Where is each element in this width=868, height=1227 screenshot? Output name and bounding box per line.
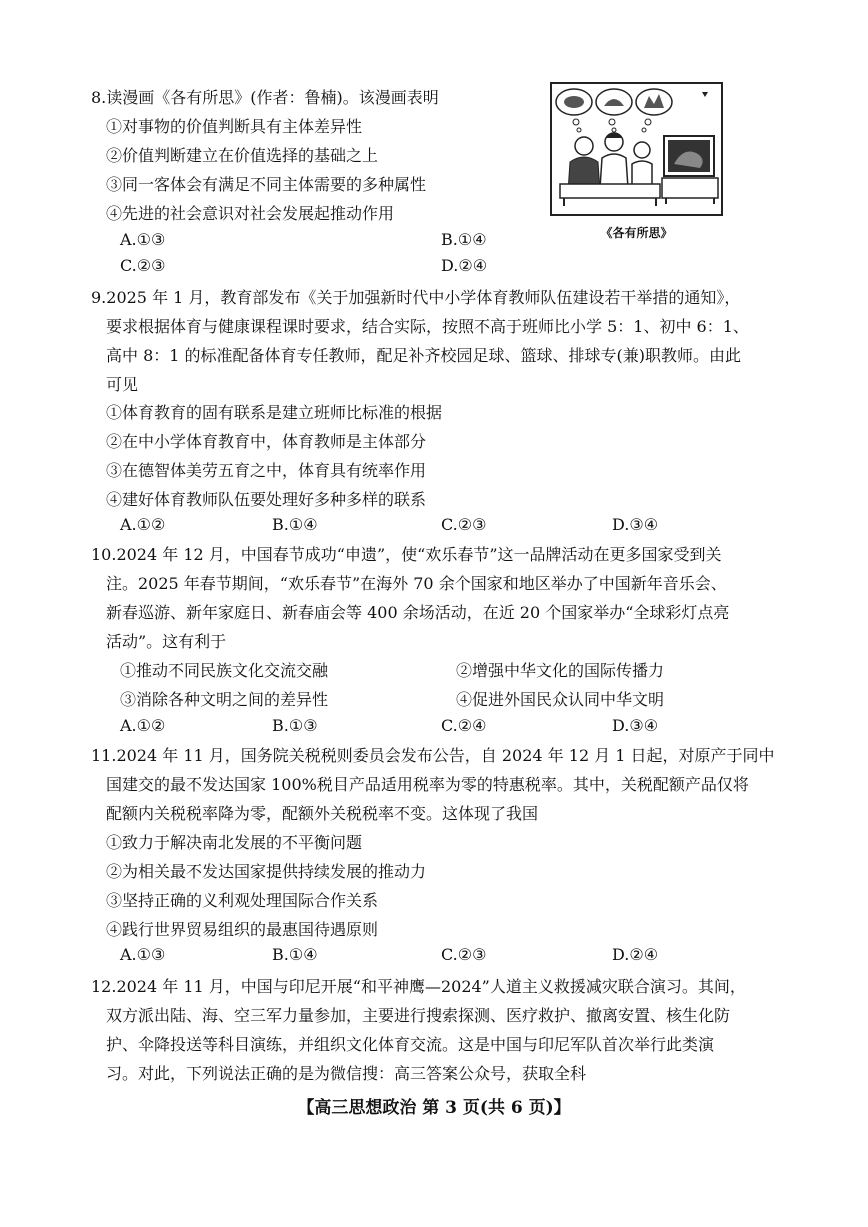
q11-answer-b: B.①④: [272, 945, 318, 964]
q10-answer-b: B.①③: [272, 716, 318, 735]
q8-answer-c: C.②③: [120, 256, 166, 275]
q8-option-3: ③同一客体会有满足不同主体需要的多种属性: [106, 175, 427, 194]
q10-answer-a: A.①②: [120, 716, 166, 735]
cartoon-drawing: [552, 84, 721, 214]
q11-option-1: ①致力于解决南北发展的不平衡问题: [106, 833, 363, 852]
q11-option-2: ②为相关最不发达国家提供持续发展的推动力: [106, 862, 427, 881]
q10-answer-c: C.②④: [441, 716, 487, 735]
q8-option-2: ②价值判断建立在价值选择的基础之上: [106, 146, 379, 165]
q8-answer-b: B.①④: [441, 230, 487, 249]
q10-option-2: ②增强中华文化的国际传播力: [456, 661, 665, 680]
q10-option-3: ③消除各种文明之间的差异性: [120, 690, 329, 709]
q9-stem-line-2: 要求根据体育与健康课程课时要求，结合实际，按照不高于班师比小学 5：1、初中 6：1、: [106, 317, 749, 336]
q9-stem-line-1: 9.2025 年 1 月，教育部发布《关于加强新时代中小学体育教师队伍建设若干举措的通知》，: [91, 288, 741, 307]
page-footer: 【高三思想政治 第 3 页(共 6 页)】: [297, 1098, 571, 1118]
q10-stem-line-4: 活动”。这有利于: [106, 632, 227, 651]
q9-answer-c: C.②③: [441, 515, 487, 534]
q9-answer-a: A.①②: [120, 515, 166, 534]
q11-answer-c: C.②③: [441, 945, 487, 964]
q10-option-1: ①推动不同民族文化交流交融: [120, 661, 329, 680]
q9-option-2: ②在中小学体育教育中，体育教师是主体部分: [106, 432, 427, 451]
q11-option-3: ③坚持正确的义利观处理国际合作关系: [106, 891, 379, 910]
q10-stem-line-1: 10.2024 年 12 月，中国春节成功“申遗”，使“欢乐春节”这一品牌活动在更多国家受到关: [91, 545, 722, 564]
q10-stem-line-3: 新春巡游、新年家庭日、新春庙会等 400 余场活动，在近 20 个国家举办“全球彩灯点亮: [106, 603, 730, 622]
q12-stem-line-2: 双方派出陆、海、空三军力量参加，主要进行搜索探测、医疗救护、撤离安置、核生化防: [106, 1006, 731, 1025]
q8-stem: 8.读漫画《各有所思》(作者：鲁楠)。该漫画表明: [91, 88, 439, 107]
q11-stem-line-1: 11.2024 年 11 月，国务院关税税则委员会发布公告，自 2024 年 12 月 1 日起，对原产于同中: [91, 746, 775, 765]
q9-stem-line-3: 高中 8：1 的标准配备体育专任教师，配足补齐校园足球、篮球、排球专(兼)职教师。由此: [106, 346, 742, 365]
q8-answer-a: A.①③: [120, 230, 166, 249]
q8-option-4: ④先进的社会意识对社会发展起推动作用: [106, 204, 395, 223]
q10-option-4: ④促进外国民众认同中华文明: [456, 690, 665, 709]
q11-stem-line-3: 配额内关税税率降为零，配额外关税税率不变。这体现了我国: [106, 804, 539, 823]
q9-answer-d: D.③④: [612, 515, 659, 534]
cartoon-caption: 《各有所思》: [600, 226, 673, 240]
q11-answer-d: D.②④: [612, 945, 659, 964]
q11-stem-line-2: 国建交的最不发达国家 100%税目产品适用税率为零的特惠税率。其中，关税配额产品仅将: [106, 775, 749, 794]
q9-answer-b: B.①④: [272, 515, 318, 534]
q8-answer-d: D.②④: [441, 256, 488, 275]
q8-option-1: ①对事物的价值判断具有主体差异性: [106, 117, 363, 136]
q11-option-4: ④践行世界贸易组织的最惠国待遇原则: [106, 920, 379, 939]
q9-option-3: ③在德智体美劳五育之中，体育具有统率作用: [106, 461, 427, 480]
q9-option-1: ①体育教育的固有联系是建立班师比标准的根据: [106, 403, 443, 422]
cartoon-image: [550, 82, 723, 216]
q12-stem-line-1: 12.2024 年 11 月，中国与印尼开展“和平神鹰—2024”人道主义救援减灾联合演习。其间，: [91, 977, 746, 996]
q9-stem-line-4: 可见: [106, 375, 139, 394]
q12-stem-line-3: 护、伞降投送等科目演练，并组织文化体育交流。这是中国与印尼军队首次举行此类演: [106, 1035, 715, 1054]
q10-stem-line-2: 注。2025 年春节期间，“欢乐春节”在海外 70 余个国家和地区举办了中国新年音乐会、: [106, 574, 727, 593]
q10-answer-d: D.③④: [612, 716, 659, 735]
q12-stem-line-4: 习。对此，下列说法正确的是为微信搜：高三答案公众号，获取全科: [106, 1064, 587, 1083]
q11-answer-a: A.①③: [120, 945, 166, 964]
q9-option-4: ④建好体育教师队伍要处理好多种多样的联系: [106, 490, 427, 509]
